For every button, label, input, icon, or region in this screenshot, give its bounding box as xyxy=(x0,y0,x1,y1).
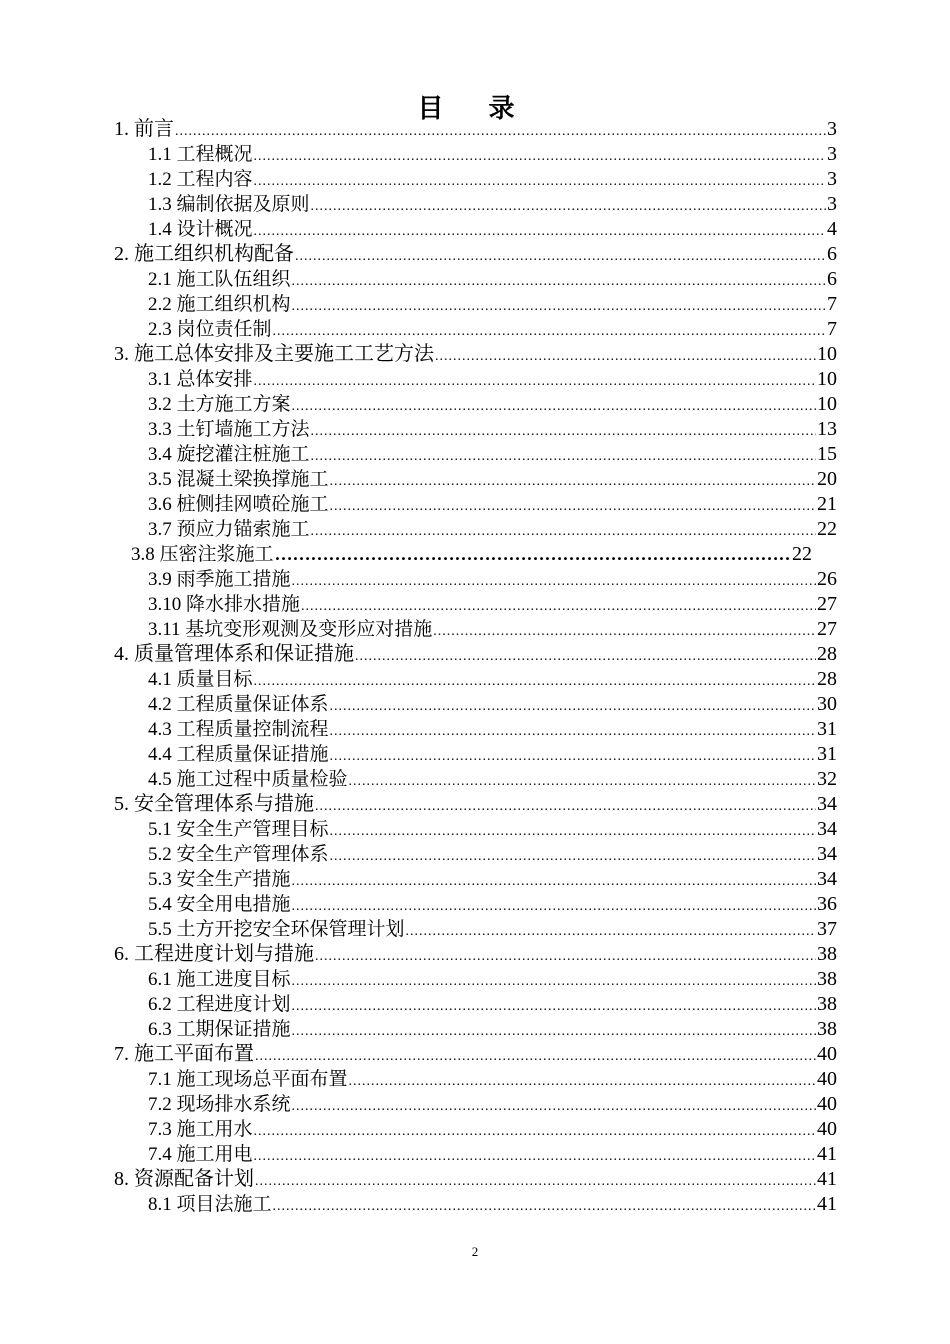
toc-entry-page: 28 xyxy=(817,643,837,665)
toc-entry-page: 4 xyxy=(827,218,837,240)
toc-entry-page: 27 xyxy=(817,593,837,615)
toc-entry-page: 34 xyxy=(817,868,837,890)
toc-entry[interactable] xyxy=(148,467,837,492)
toc-entry-page: 21 xyxy=(817,493,837,515)
toc-entry-page: 3 xyxy=(827,118,837,140)
toc-title: 目 录 xyxy=(417,94,533,124)
toc-entry[interactable] xyxy=(148,667,837,692)
toc-entry[interactable] xyxy=(148,1092,837,1117)
toc-entry[interactable] xyxy=(148,367,837,392)
dot-leader xyxy=(330,719,816,742)
toc-entry-label: 3.8 压密注浆施工 xyxy=(131,544,274,565)
toc-entry[interactable] xyxy=(148,217,837,242)
dot-leader xyxy=(292,1019,816,1042)
toc-entry-label: 4. 质量管理体系和保证措施 xyxy=(114,643,354,665)
toc-entry-page: 10 xyxy=(817,368,837,390)
toc-entry-page: 7 xyxy=(827,318,837,340)
toc-entry[interactable] xyxy=(148,142,837,167)
toc-entry-page: 22 xyxy=(817,518,837,540)
toc-entry-page: 34 xyxy=(817,843,837,865)
toc-entry-page: 40 xyxy=(817,1068,837,1090)
toc-entry-label: 5. 安全管理体系与措施 xyxy=(114,793,314,815)
page-number: 2 xyxy=(471,1244,479,1259)
toc-entry[interactable] xyxy=(114,342,837,367)
toc-entry-page: 38 xyxy=(817,993,837,1015)
toc-entry-label: 7.1 施工现场总平面布置 xyxy=(148,1069,348,1090)
toc-entry-page: 3 xyxy=(827,168,837,190)
toc-entry-page: 3 xyxy=(827,193,837,215)
toc-entry-label: 6.2 工程进度计划 xyxy=(148,994,291,1015)
toc-entry-label: 3.1 总体安排 xyxy=(148,369,253,390)
toc-entry-page: 41 xyxy=(817,1193,837,1215)
toc-entry-label: 1. 前言 xyxy=(114,118,174,140)
dot-leader xyxy=(330,819,816,842)
toc-entry[interactable] xyxy=(148,992,837,1017)
dot-leader xyxy=(349,769,816,792)
toc-entry-page: 31 xyxy=(817,718,837,740)
dot-leader xyxy=(254,144,826,167)
toc-entry-page: 34 xyxy=(817,793,837,815)
dot-leader xyxy=(175,119,826,142)
toc-entry-label: 7.4 施工用电 xyxy=(148,1144,253,1165)
toc-entry-label: 3. 施工总体安排及主要施工工艺方法 xyxy=(114,343,434,365)
dot-leader xyxy=(254,669,816,692)
toc-entry-label: 5.4 安全用电措施 xyxy=(148,894,291,915)
toc-entry-page: 40 xyxy=(817,1093,837,1115)
toc-entry-label: 7.3 施工用水 xyxy=(148,1119,253,1140)
toc-entry-page: 36 xyxy=(817,893,837,915)
toc-entry-label: 5.5 土方开挖安全环保管理计划 xyxy=(148,919,405,940)
toc-entry-label: 6.3 工期保证措施 xyxy=(148,1019,291,1040)
dot-leader xyxy=(330,694,816,717)
toc-entry[interactable] xyxy=(148,917,837,942)
toc-entry-page: 10 xyxy=(817,343,837,365)
dot-leader xyxy=(292,394,816,417)
toc-entry-label: 6. 工程进度计划与措施 xyxy=(114,943,314,965)
toc-entry[interactable] xyxy=(148,167,837,192)
dot-leader xyxy=(355,644,816,667)
dot-leader xyxy=(254,1119,816,1142)
toc-entry-label: 2.3 岗位责任制 xyxy=(148,319,272,340)
toc-entry-label: 3.2 土方施工方案 xyxy=(148,394,291,415)
dot-leader xyxy=(254,169,826,192)
dot-leader xyxy=(330,844,816,867)
dot-leader xyxy=(311,194,826,217)
toc-entry-label: 4.4 工程质量保证措施 xyxy=(148,744,329,765)
toc-entry[interactable] xyxy=(148,842,837,867)
toc-entry[interactable] xyxy=(148,292,837,317)
toc-entry[interactable] xyxy=(148,517,837,542)
toc-entry-page: 37 xyxy=(817,918,837,940)
toc-entry[interactable] xyxy=(114,242,837,267)
toc-entry-label: 4.2 工程质量保证体系 xyxy=(148,694,329,715)
toc-entry-label: 7. 施工平面布置 xyxy=(114,1043,254,1065)
dot-leader xyxy=(435,344,816,367)
toc-entry[interactable] xyxy=(148,267,837,292)
dot-leader xyxy=(275,542,791,567)
toc-entry-page: 38 xyxy=(817,943,837,965)
toc-entry-page: 40 xyxy=(817,1043,837,1065)
toc-entry[interactable] xyxy=(148,1067,837,1092)
toc-entry-label: 3.9 雨季施工措施 xyxy=(148,569,291,590)
toc-entry-page: 31 xyxy=(817,743,837,765)
toc-entry-page: 15 xyxy=(817,443,837,465)
dot-leader xyxy=(292,894,816,917)
toc-entry-label: 5.1 安全生产管理目标 xyxy=(148,819,329,840)
dot-leader xyxy=(406,919,816,942)
toc-entry-page: 26 xyxy=(817,568,837,590)
toc-entry[interactable] xyxy=(148,317,837,342)
toc-entry-label: 3.10 降水排水措施 xyxy=(148,594,301,615)
toc-entry-page: 30 xyxy=(817,693,837,715)
toc-entry[interactable] xyxy=(114,117,837,142)
toc-entry[interactable] xyxy=(148,867,837,892)
toc-entry[interactable] xyxy=(148,1192,837,1217)
toc-entry[interactable] xyxy=(148,692,837,717)
toc-entry-label: 2.2 施工组织机构 xyxy=(148,294,291,315)
dot-leader xyxy=(311,419,816,442)
dot-leader xyxy=(330,469,816,492)
toc-entry[interactable] xyxy=(148,717,837,742)
toc-entry-page: 41 xyxy=(817,1143,837,1165)
toc-entry-page: 32 xyxy=(817,768,837,790)
toc-entry[interactable] xyxy=(148,892,837,917)
toc-entry[interactable] xyxy=(148,1142,837,1167)
toc-entry[interactable] xyxy=(114,642,837,667)
dot-leader xyxy=(255,1169,816,1192)
toc-entry-label: 4.5 施工过程中质量检验 xyxy=(148,769,348,790)
toc-entry[interactable] xyxy=(148,817,837,842)
toc-entry-label: 3.11 基坑变形观测及变形应对措施 xyxy=(148,619,433,640)
toc-entry-label: 7.2 现场排水系统 xyxy=(148,1094,291,1115)
dot-leader xyxy=(330,494,816,517)
toc-entry[interactable] xyxy=(148,417,837,442)
toc-entry[interactable] xyxy=(131,542,812,567)
toc-entry-page: 20 xyxy=(817,468,837,490)
toc-entry-page: 13 xyxy=(817,418,837,440)
toc-entry-label: 3.4 旋挖灌注桩施工 xyxy=(148,444,310,465)
dot-leader xyxy=(349,1069,816,1092)
toc-entry[interactable] xyxy=(148,492,837,517)
dot-leader xyxy=(292,1094,816,1117)
toc-entry-label: 8. 资源配备计划 xyxy=(114,1168,254,1190)
toc-entry-label: 3.5 混凝土梁换撑施工 xyxy=(148,469,329,490)
toc-entry-page: 6 xyxy=(827,243,837,265)
toc-entry[interactable] xyxy=(114,1167,837,1192)
dot-leader xyxy=(254,219,826,242)
toc-entry-page: 22 xyxy=(792,543,812,565)
dot-leader xyxy=(292,969,816,992)
toc-entry-label: 8.1 项目法施工 xyxy=(148,1194,272,1215)
toc-entry-label: 3.3 土钉墙施工方法 xyxy=(148,419,310,440)
toc-entry-label: 1.3 编制依据及原则 xyxy=(148,194,310,215)
dot-leader xyxy=(311,519,816,542)
toc-entry-label: 6.1 施工进度目标 xyxy=(148,969,291,990)
dot-leader xyxy=(292,569,816,592)
toc-entry[interactable] xyxy=(148,767,837,792)
toc-entry-label: 1.2 工程内容 xyxy=(148,169,253,190)
toc-entry-page: 38 xyxy=(817,968,837,990)
toc-entry[interactable] xyxy=(148,592,837,617)
dot-leader xyxy=(433,619,816,642)
dot-leader xyxy=(311,444,816,467)
toc-entry[interactable] xyxy=(148,967,837,992)
toc-entry[interactable] xyxy=(148,1117,837,1142)
toc-entry-page: 28 xyxy=(817,668,837,690)
dot-leader xyxy=(330,744,816,767)
dot-leader xyxy=(273,319,826,342)
toc-entry-label: 1.4 设计概况 xyxy=(148,219,253,240)
toc-entry[interactable] xyxy=(114,1042,837,1067)
toc-entry-page: 7 xyxy=(827,293,837,315)
toc-entry-page: 40 xyxy=(817,1118,837,1140)
toc-entry[interactable] xyxy=(114,792,837,817)
toc-entry-page: 10 xyxy=(817,393,837,415)
dot-leader xyxy=(273,1194,816,1217)
toc-entry-page: 27 xyxy=(817,618,837,640)
toc-entry[interactable] xyxy=(114,942,837,967)
dot-leader xyxy=(292,869,816,892)
toc-entry-label: 3.7 预应力锚索施工 xyxy=(148,519,310,540)
toc-entry-page: 34 xyxy=(817,818,837,840)
toc-entry-label: 3.6 桩侧挂网喷砼施工 xyxy=(148,494,329,515)
toc-entry-label: 5.3 安全生产措施 xyxy=(148,869,291,890)
dot-leader xyxy=(315,794,816,817)
toc-entry[interactable] xyxy=(148,442,837,467)
toc-entry[interactable] xyxy=(148,392,837,417)
dot-leader xyxy=(301,594,816,617)
toc-entry-label: 4.3 工程质量控制流程 xyxy=(148,719,329,740)
toc-entry-label: 2.1 施工队伍组织 xyxy=(148,269,291,290)
dot-leader xyxy=(255,1044,816,1067)
toc-entry[interactable] xyxy=(148,567,837,592)
toc-entry-page: 41 xyxy=(817,1168,837,1190)
dot-leader xyxy=(315,944,816,967)
dot-leader xyxy=(254,369,816,392)
toc-entry-page: 6 xyxy=(827,268,837,290)
toc-entry-label: 4.1 质量目标 xyxy=(148,669,253,690)
toc-entry[interactable] xyxy=(148,742,837,767)
dot-leader xyxy=(295,244,826,267)
toc-entry-label: 2. 施工组织机构配备 xyxy=(114,243,294,265)
toc-entry-label: 5.2 安全生产管理体系 xyxy=(148,844,329,865)
dot-leader xyxy=(292,269,826,292)
toc-entry-page: 3 xyxy=(827,143,837,165)
toc-entry[interactable] xyxy=(148,192,837,217)
dot-leader xyxy=(292,994,816,1017)
toc-entry[interactable] xyxy=(148,1017,837,1042)
toc-entry-label: 1.1 工程概况 xyxy=(148,144,253,165)
toc-entry-page: 38 xyxy=(817,1018,837,1040)
toc-entry[interactable] xyxy=(148,617,837,642)
dot-leader xyxy=(292,294,826,317)
dot-leader xyxy=(254,1144,816,1167)
